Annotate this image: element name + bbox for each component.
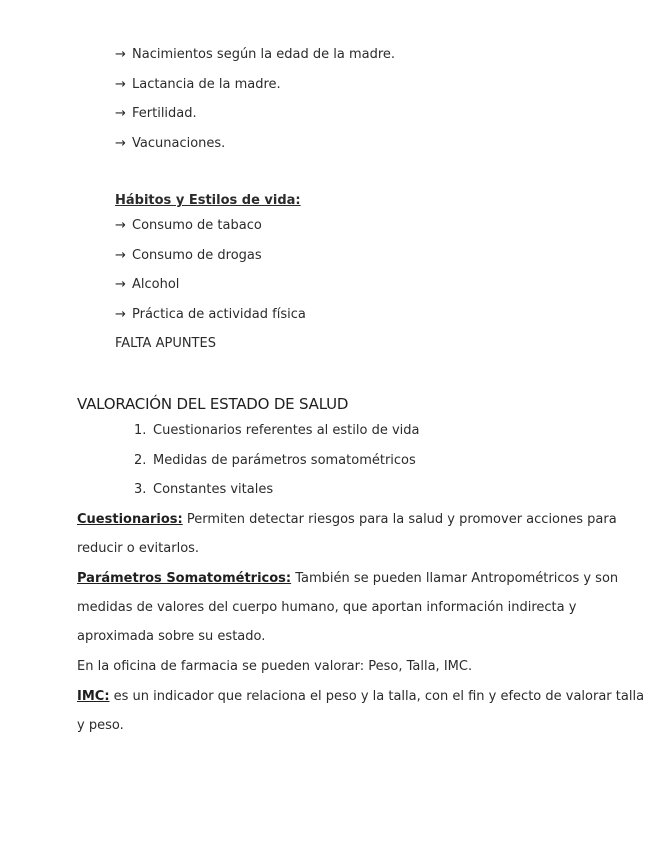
arrow-icon: → bbox=[115, 277, 126, 292]
paragraph-continuation: y peso. bbox=[77, 718, 124, 733]
list-item-text: Consumo de tabaco bbox=[132, 218, 262, 233]
list-item-text: Práctica de actividad física bbox=[132, 307, 306, 322]
list-item bbox=[115, 105, 197, 123]
list-item-text: Nacimientos según la edad de la madre. bbox=[132, 47, 396, 62]
term-imc: IMC: bbox=[77, 689, 110, 704]
list-item-text: Fertilidad. bbox=[132, 106, 197, 121]
paragraph-continuation: reducir o evitarlos. bbox=[77, 541, 200, 556]
list-item-text: Alcohol bbox=[132, 277, 180, 292]
item-text: Constantes vitales bbox=[153, 482, 274, 497]
cuestionarios-paragraph bbox=[77, 511, 617, 529]
farmacia-paragraph: En la oficina de farmacia se pueden valorar: Peso, Talla, IMC. bbox=[77, 659, 473, 674]
list-item-text: Consumo de drogas bbox=[132, 248, 262, 263]
list-item bbox=[115, 135, 225, 153]
term-cuestionarios: Cuestionarios: bbox=[77, 512, 183, 527]
habits-heading: Hábitos y Estilos de vida: bbox=[115, 193, 301, 208]
arrow-icon: → bbox=[115, 248, 126, 263]
list-item bbox=[115, 306, 306, 324]
term-parametros: Parámetros Somatométricos: bbox=[77, 571, 292, 586]
imc-paragraph bbox=[77, 688, 644, 706]
arrow-icon: → bbox=[115, 77, 126, 92]
paragraph-text: También se pueden llamar Antropométricos y son bbox=[291, 571, 619, 586]
list-item-text: Vacunaciones. bbox=[132, 136, 226, 151]
list-item bbox=[115, 76, 281, 94]
list-item-text: Lactancia de la madre. bbox=[132, 77, 281, 92]
paragraph-text: Permiten detectar riesgos para la salud y promover acciones para bbox=[182, 512, 617, 527]
numbered-item bbox=[134, 452, 416, 470]
list-item bbox=[115, 247, 262, 265]
list-item bbox=[115, 276, 179, 294]
arrow-icon: → bbox=[115, 307, 126, 322]
parametros-paragraph bbox=[77, 570, 618, 588]
item-text: Cuestionarios referentes al estilo de vida bbox=[153, 423, 420, 438]
item-number: 3. bbox=[134, 482, 147, 497]
arrow-icon: → bbox=[115, 136, 126, 151]
numbered-item bbox=[134, 481, 273, 499]
list-item bbox=[115, 46, 395, 64]
paragraph-continuation: medidas de valores del cuerpo humano, que aportan información indirecta y bbox=[77, 600, 577, 615]
arrow-icon: → bbox=[115, 106, 126, 121]
paragraph-text: es un indicador que relaciona el peso y la talla, con el fin y efecto de valorar talla bbox=[109, 689, 645, 704]
paragraph-continuation: aproximada sobre su estado. bbox=[77, 629, 266, 644]
arrow-icon: → bbox=[115, 218, 126, 233]
missing-notes-text: FALTA APUNTES bbox=[115, 336, 216, 351]
arrow-icon: → bbox=[115, 47, 126, 62]
numbered-item bbox=[134, 422, 420, 440]
item-text: Medidas de parámetros somatométricos bbox=[153, 453, 416, 468]
list-item bbox=[115, 217, 262, 235]
section-title: VALORACIÓN DEL ESTADO DE SALUD bbox=[77, 395, 349, 413]
item-number: 1. bbox=[134, 423, 147, 438]
item-number: 2. bbox=[134, 453, 147, 468]
